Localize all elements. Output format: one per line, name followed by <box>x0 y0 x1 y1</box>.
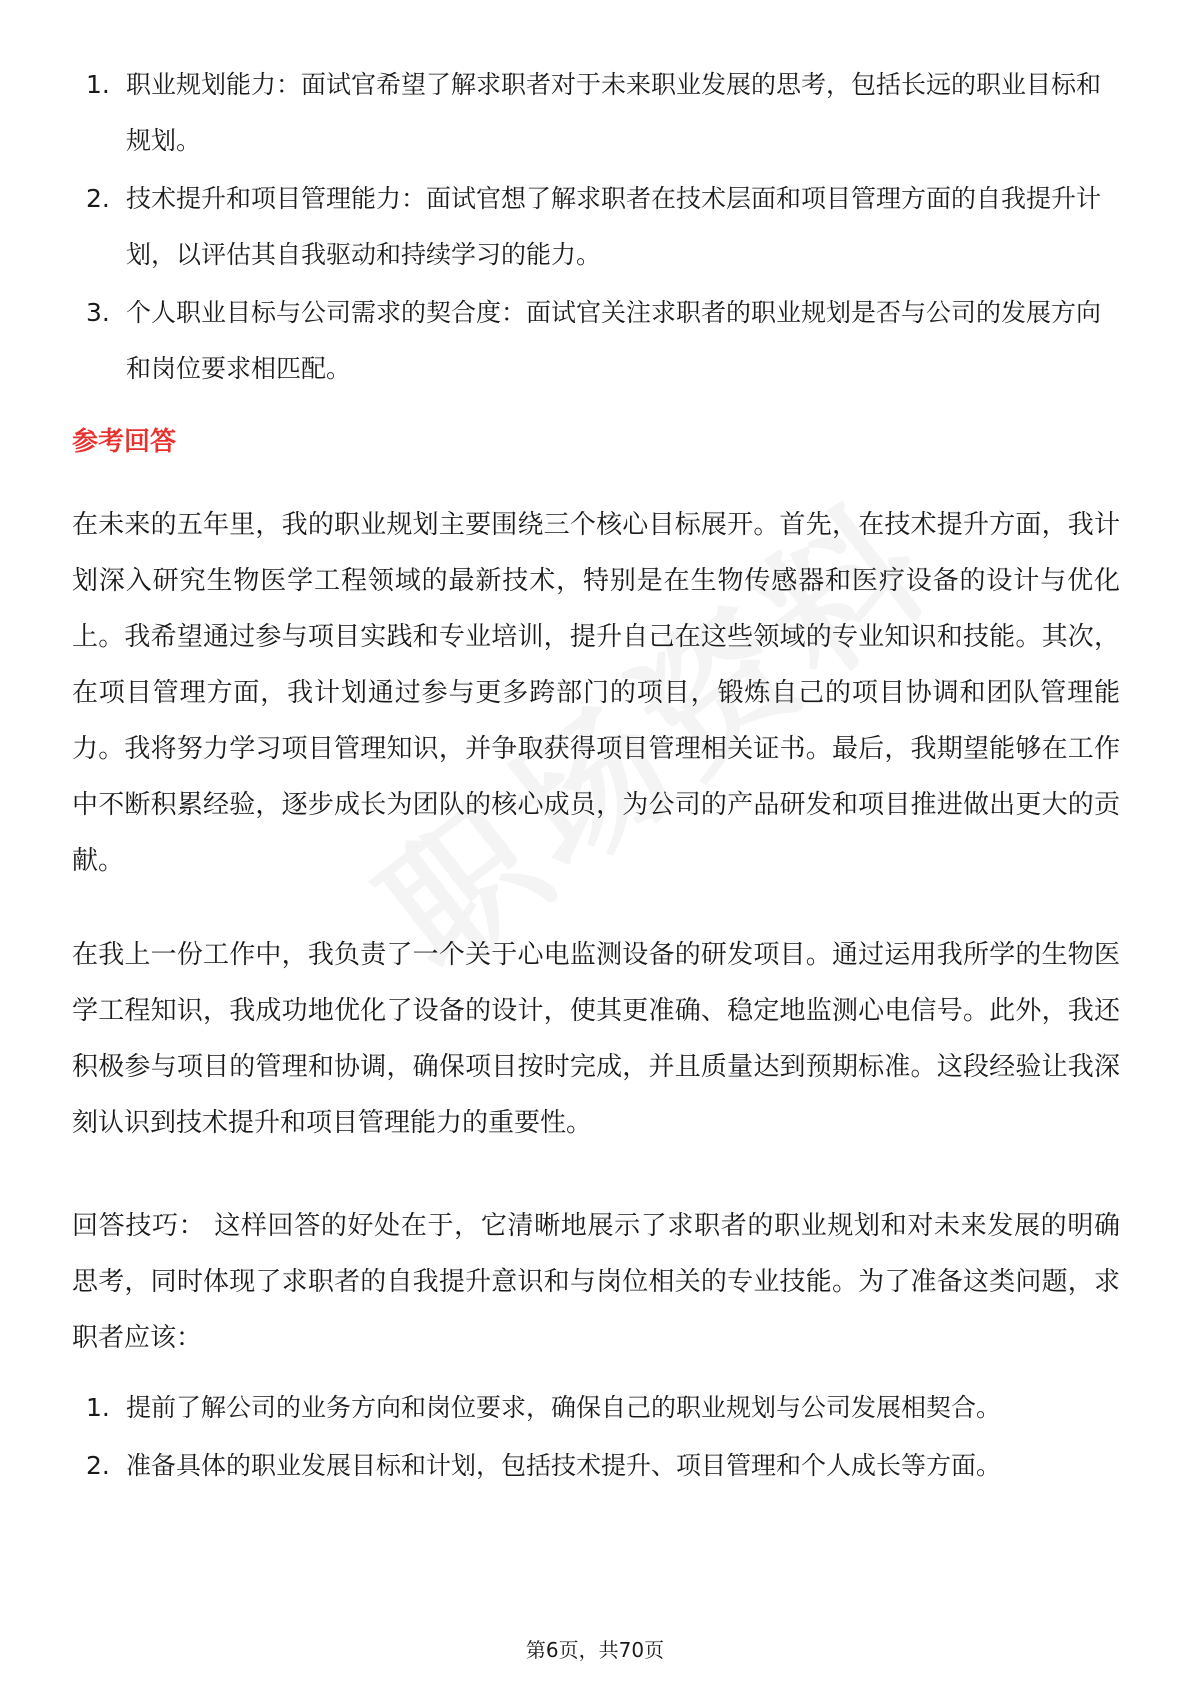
experience-paragraph: 在我上一份工作中，我负责了一个关于心电监测设备的研发项目。通过运用我所学的生物医学工程知识，我成功地优化了设备的设计，使其更准确、稳定地监测心电信号。此外，我还积极参与项目的管理和协调，确保项目按时完成，并且质量达到预期标准。这段经验让我深刻认识到技术提升和项目管理能力的重要性。 <box>72 940 1120 1138</box>
list-number: 1. <box>86 70 110 99</box>
list-item <box>72 1438 1122 1494</box>
list-item <box>72 285 1122 397</box>
preparation-tips-list <box>72 1380 1122 1496</box>
interviewer-focus-list <box>72 57 1122 399</box>
list-item <box>72 1380 1122 1436</box>
answer-tips-paragraph: 回答技巧： 这样回答的好处在于，它清晰地展示了求职者的职业规划和对未来发展的明确思考，同时体现了求职者的自我提升意识和与岗位相关的专业技能。为了准备这类问题，求职者应该： <box>72 1211 1120 1353</box>
list-item-text: 个人职业目标与公司需求的契合度：面试官关注求职者的职业规划是否与公司的发展方向和岗位要求相匹配。 <box>126 298 1102 383</box>
section-heading-reference-answer: 参考回答 <box>72 427 177 457</box>
answer-paragraph: 在未来的五年里，我的职业规划主要围绕三个核心目标展开。首先，在技术提升方面，我计划深入研究生物医学工程领域的最新技术，特别是在生物传感器和医疗设备的设计与优化上。我希望通过参与项目实践和专业培训，提升自己在这些领域的专业知识和技能。其次，在项目管理方面，我计划通过参与更多跨部门的项目，锻炼自己的项目协调和团队管理能力。我将努力学习项目管理知识，并争取获得项目管理相关证书。最后，我期望能够在工作中不断积累经验，逐步成长为团队的核心成员，为公司的产品研发和项目推进做出更大的贡献。 <box>72 510 1120 876</box>
list-number: 3. <box>86 298 110 327</box>
list-item-text: 职业规划能力：面试官希望了解求职者对于未来职业发展的思考，包括长远的职业目标和规划。 <box>126 70 1102 155</box>
list-number: 1. <box>86 1393 110 1422</box>
list-item <box>72 171 1122 283</box>
list-item <box>72 57 1122 169</box>
list-item-text: 提前了解公司的业务方向和岗位要求，确保自己的职业规划与公司发展相契合。 <box>126 1393 1002 1422</box>
list-item-text: 技术提升和项目管理能力：面试官想了解求职者在技术层面和项目管理方面的自我提升计划，以评估其自我驱动和持续学习的能力。 <box>126 184 1102 269</box>
page-number-footer: 第6页，共70页 <box>525 1638 665 1662</box>
list-number: 2. <box>86 184 110 213</box>
list-number: 2. <box>86 1451 110 1480</box>
list-item-text: 准备具体的职业发展目标和计划，包括技术提升、项目管理和个人成长等方面。 <box>126 1451 1002 1480</box>
